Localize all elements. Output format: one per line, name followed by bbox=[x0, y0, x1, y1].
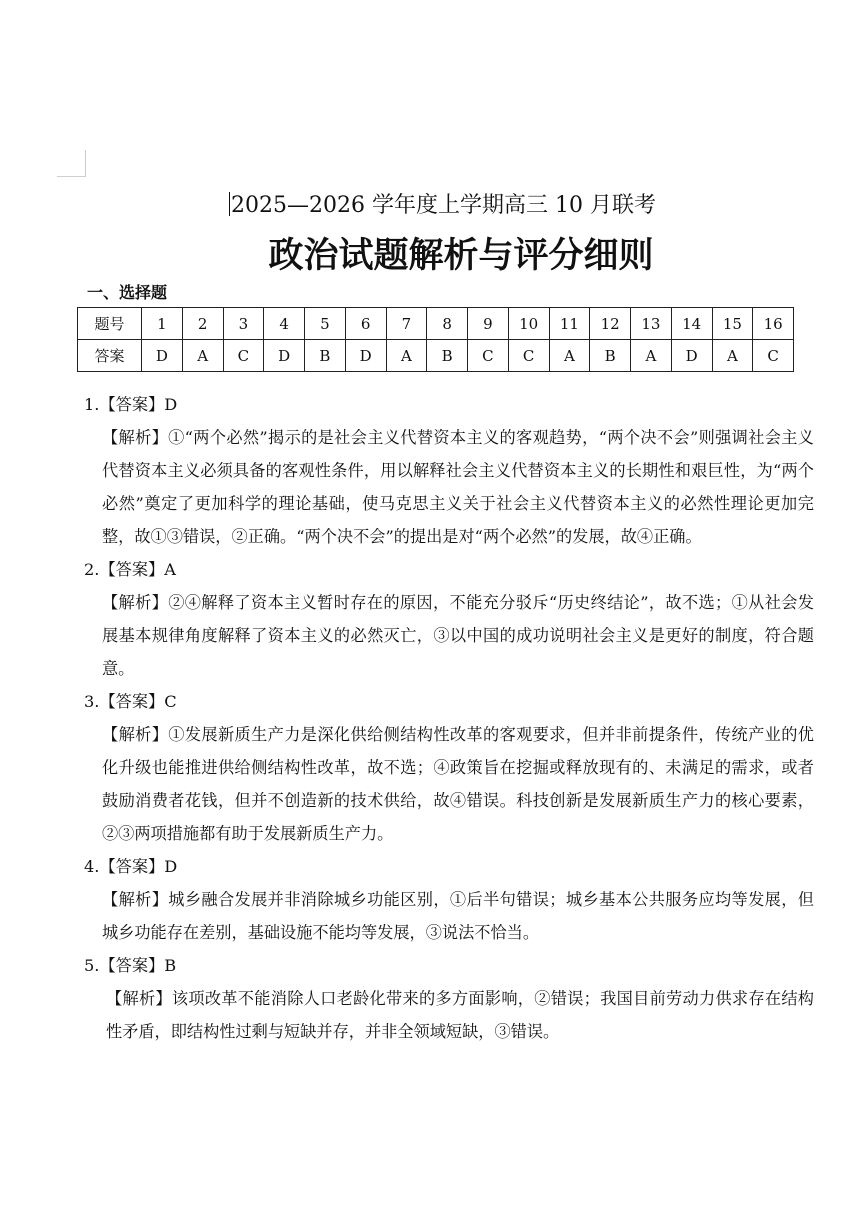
answer-table-number-row bbox=[78, 308, 794, 340]
analysis-paragraph: 【解析】城乡融合发展并非消除城乡功能区别，①后半句错误；城乡基本公共服务应均等发展，但城乡功能存在差别，基础设施不能均等发展，③说法不恰当。 bbox=[102, 890, 814, 942]
answer-table bbox=[77, 307, 794, 372]
question-number-cell: 16 bbox=[753, 308, 794, 340]
question-number-cell: 14 bbox=[671, 308, 712, 340]
analysis-paragraph: 【解析】①发展新质生产力是深化供给侧结构性改革的客观要求，但并非前提条件，传统产业的优化升级也能推进供给侧结构性改革，故不选；④政策旨在挖掘或释放现有的、未满足的需求，或者鼓励消费者花钱，但并不创造新的技术供给，故④错误。科技创新是发展新质生产力的核心要素，②③两项措施都有助于发展新质生产力。 bbox=[102, 725, 814, 843]
answer-cell: B bbox=[590, 340, 631, 372]
answer-line: 5.【答案】B bbox=[84, 956, 177, 975]
answer-cell: D bbox=[345, 340, 386, 372]
answer-cell: A bbox=[386, 340, 427, 372]
answer-cell: A bbox=[712, 340, 753, 372]
exam-subtitle bbox=[229, 188, 709, 219]
answer-line: 4.【答案】D bbox=[84, 857, 178, 876]
answer-cell: A bbox=[631, 340, 672, 372]
question-number-cell: 13 bbox=[631, 308, 672, 340]
analysis-paragraph: 【解析】②④解释了资本主义暂时存在的原因，不能充分驳斥“历史终结论”，故不选；①从社会发展基本规律角度解释了资本主义的必然灭亡，③以中国的成功说明社会主义是更好的制度，符合题意。 bbox=[102, 593, 814, 678]
question-number-cell: 2 bbox=[182, 308, 223, 340]
question-block bbox=[84, 949, 814, 1048]
analysis-paragraph: 【解析】①“两个必然”揭示的是社会主义代替资本主义的客观趋势，“两个决不会”则强调社会主义代替资本主义必须具备的客观性条件，用以解释社会主义代替资本主义的长期性和艰巨性，为“两个必然”奠定了更加科学的理论基础，使马克思主义关于社会主义代替资本主义的必然性理论更加完整，故①③错误，②正确。“两个决不会”的提出是对“两个必然”的发展，故④正确。 bbox=[102, 428, 814, 546]
answer-cell: C bbox=[508, 340, 549, 372]
analysis-paragraph: 【解析】该项改革不能消除人口老龄化带来的多方面影响，②错误；我国目前劳动力供求存在结构性矛盾，即结构性过剩与短缺并存，并非全领域短缺，③错误。 bbox=[106, 989, 814, 1041]
answer-cell: A bbox=[182, 340, 223, 372]
answer-cell: A bbox=[549, 340, 590, 372]
answer-cell: C bbox=[753, 340, 794, 372]
question-block bbox=[84, 685, 814, 850]
section-heading: 一、选择题 bbox=[87, 283, 168, 302]
answer-cell: D bbox=[671, 340, 712, 372]
text-cursor bbox=[229, 192, 230, 216]
answer-table-answer-row bbox=[78, 340, 794, 372]
question-number-cell: 7 bbox=[386, 308, 427, 340]
page-title: 政治试题解析与评分细则 bbox=[268, 236, 654, 276]
exam-subtitle-text: 2025—2026 学年度上学期高三 10 月联考 bbox=[231, 193, 656, 218]
answer-line: 1.【答案】D bbox=[84, 395, 178, 414]
question-number-cell: 8 bbox=[427, 308, 468, 340]
question-number-cell: 15 bbox=[712, 308, 753, 340]
row-label: 题号 bbox=[78, 308, 142, 340]
row-label: 答案 bbox=[78, 340, 142, 372]
question-block bbox=[84, 388, 814, 553]
question-number-cell: 4 bbox=[264, 308, 305, 340]
question-number-cell: 12 bbox=[590, 308, 631, 340]
question-block bbox=[84, 850, 814, 949]
question-block bbox=[84, 553, 814, 685]
question-number-cell: 9 bbox=[468, 308, 509, 340]
answer-cell: D bbox=[142, 340, 183, 372]
answer-cell: B bbox=[427, 340, 468, 372]
crop-mark bbox=[85, 150, 86, 177]
answer-cell: D bbox=[264, 340, 305, 372]
question-number-cell: 6 bbox=[345, 308, 386, 340]
answer-cell: C bbox=[223, 340, 264, 372]
question-number-cell: 11 bbox=[549, 308, 590, 340]
crop-mark bbox=[57, 176, 85, 177]
answer-line: 3.【答案】C bbox=[84, 692, 177, 711]
answer-cell: B bbox=[305, 340, 346, 372]
answer-explanations bbox=[84, 388, 814, 1048]
answer-line: 2.【答案】A bbox=[84, 560, 176, 579]
answer-cell: C bbox=[468, 340, 509, 372]
question-number-cell: 1 bbox=[142, 308, 183, 340]
question-number-cell: 5 bbox=[305, 308, 346, 340]
question-number-cell: 10 bbox=[508, 308, 549, 340]
question-number-cell: 3 bbox=[223, 308, 264, 340]
